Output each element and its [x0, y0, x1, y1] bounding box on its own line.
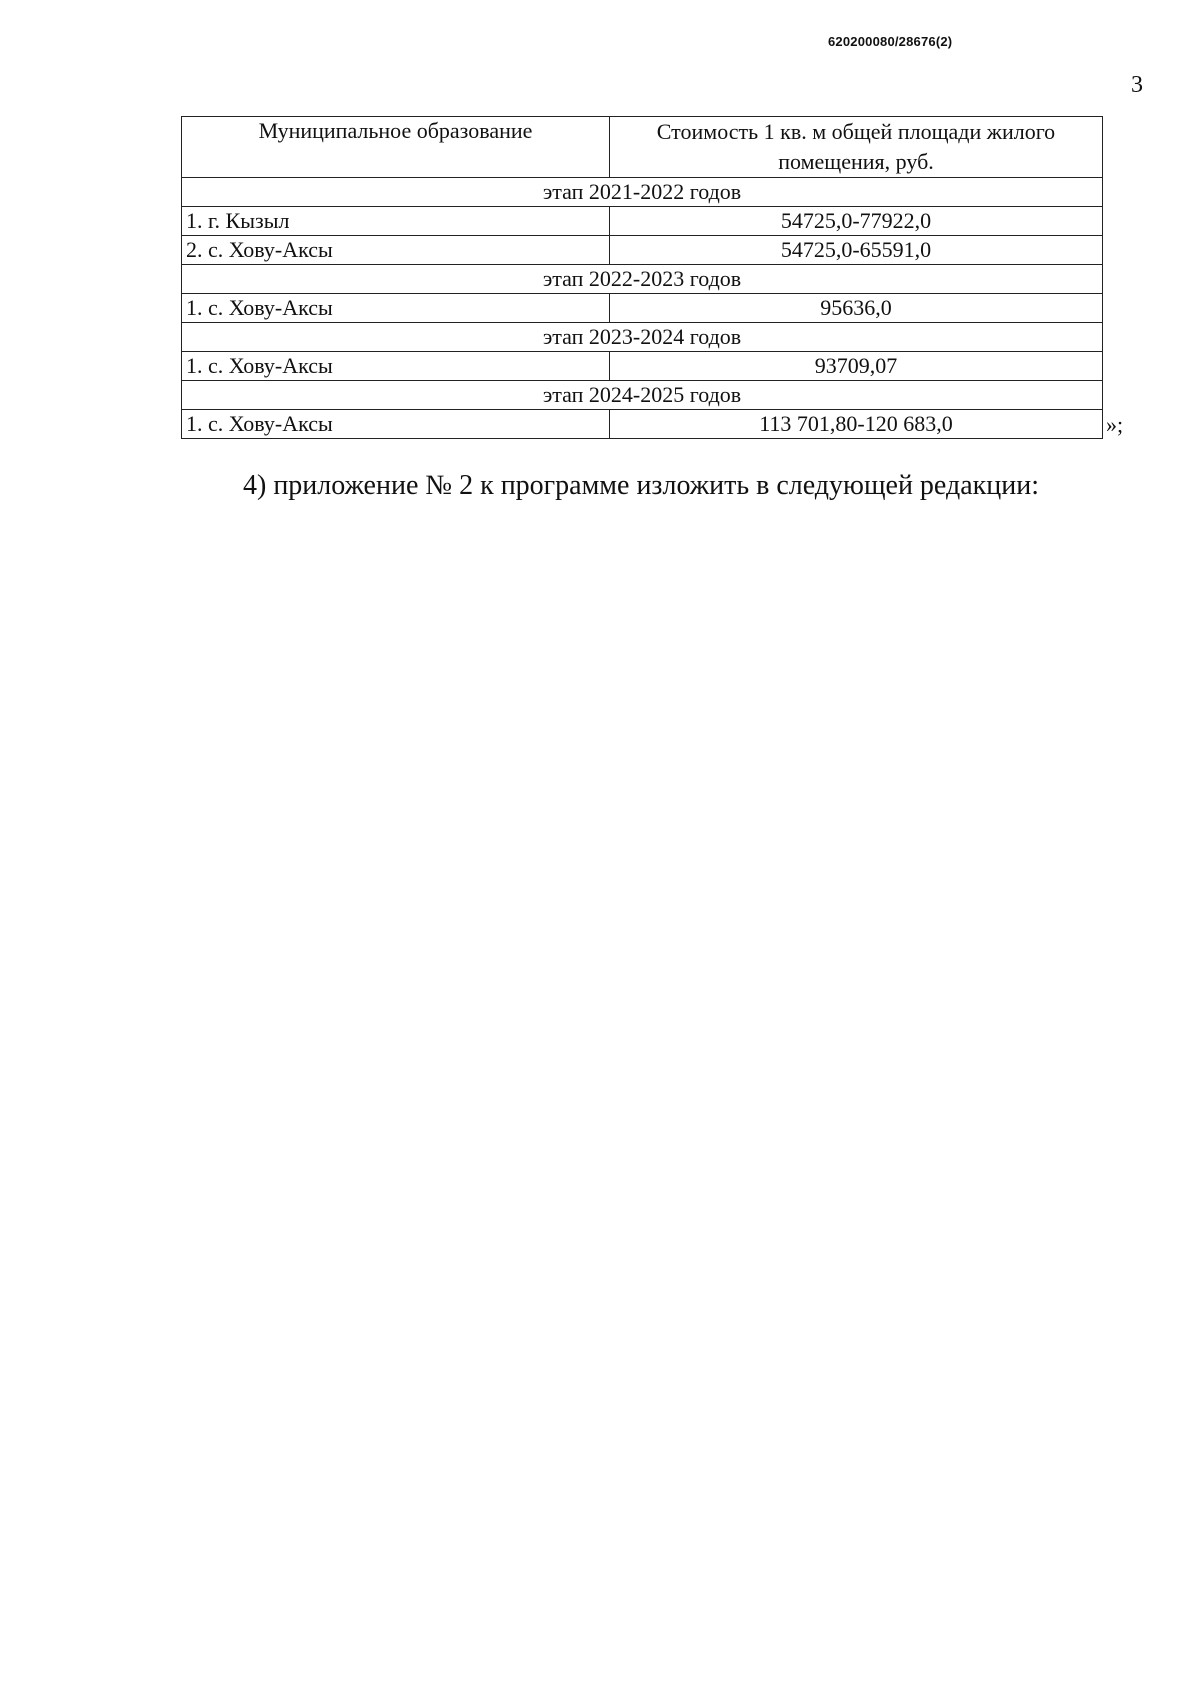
stage-title: этап 2021-2022 годов	[182, 178, 1103, 207]
column-header-cost: Стоимость 1 кв. м общей площади жилого помещения, руб.	[610, 117, 1103, 178]
table-row	[182, 352, 1103, 381]
page-number: 3	[1131, 72, 1143, 98]
stage-row	[182, 265, 1103, 294]
municipality-cell: 1. с. Хову-Аксы	[182, 352, 610, 381]
amendment-paragraph: 4) приложение № 2 к программе изложить в следующей редакции:	[243, 470, 1039, 501]
cost-cell: 113 701,80-120 683,0	[610, 410, 1103, 439]
table-row	[182, 207, 1103, 236]
stage-row	[182, 323, 1103, 352]
cost-table	[181, 116, 1103, 439]
municipality-cell: 1. с. Хову-Аксы	[182, 410, 610, 439]
table-row	[182, 410, 1103, 439]
document-id: 620200080/28676(2)	[828, 34, 953, 49]
table-row	[182, 236, 1103, 265]
stage-title: этап 2024-2025 годов	[182, 381, 1103, 410]
cost-cell: 93709,07	[610, 352, 1103, 381]
municipality-cell: 1. г. Кызыл	[182, 207, 610, 236]
municipality-cell: 2. с. Хову-Аксы	[182, 236, 610, 265]
cost-cell: 54725,0-77922,0	[610, 207, 1103, 236]
stage-row	[182, 381, 1103, 410]
column-header-municipality: Муниципальное образование	[182, 117, 610, 178]
municipality-cell: 1. с. Хову-Аксы	[182, 294, 610, 323]
stage-title: этап 2022-2023 годов	[182, 265, 1103, 294]
table-row	[182, 294, 1103, 323]
cost-cell: 54725,0-65591,0	[610, 236, 1103, 265]
cost-cell: 95636,0	[610, 294, 1103, 323]
closing-quote-mark: »;	[1106, 412, 1124, 437]
stage-row	[182, 178, 1103, 207]
table-header-row	[182, 117, 1103, 178]
stage-title: этап 2023-2024 годов	[182, 323, 1103, 352]
